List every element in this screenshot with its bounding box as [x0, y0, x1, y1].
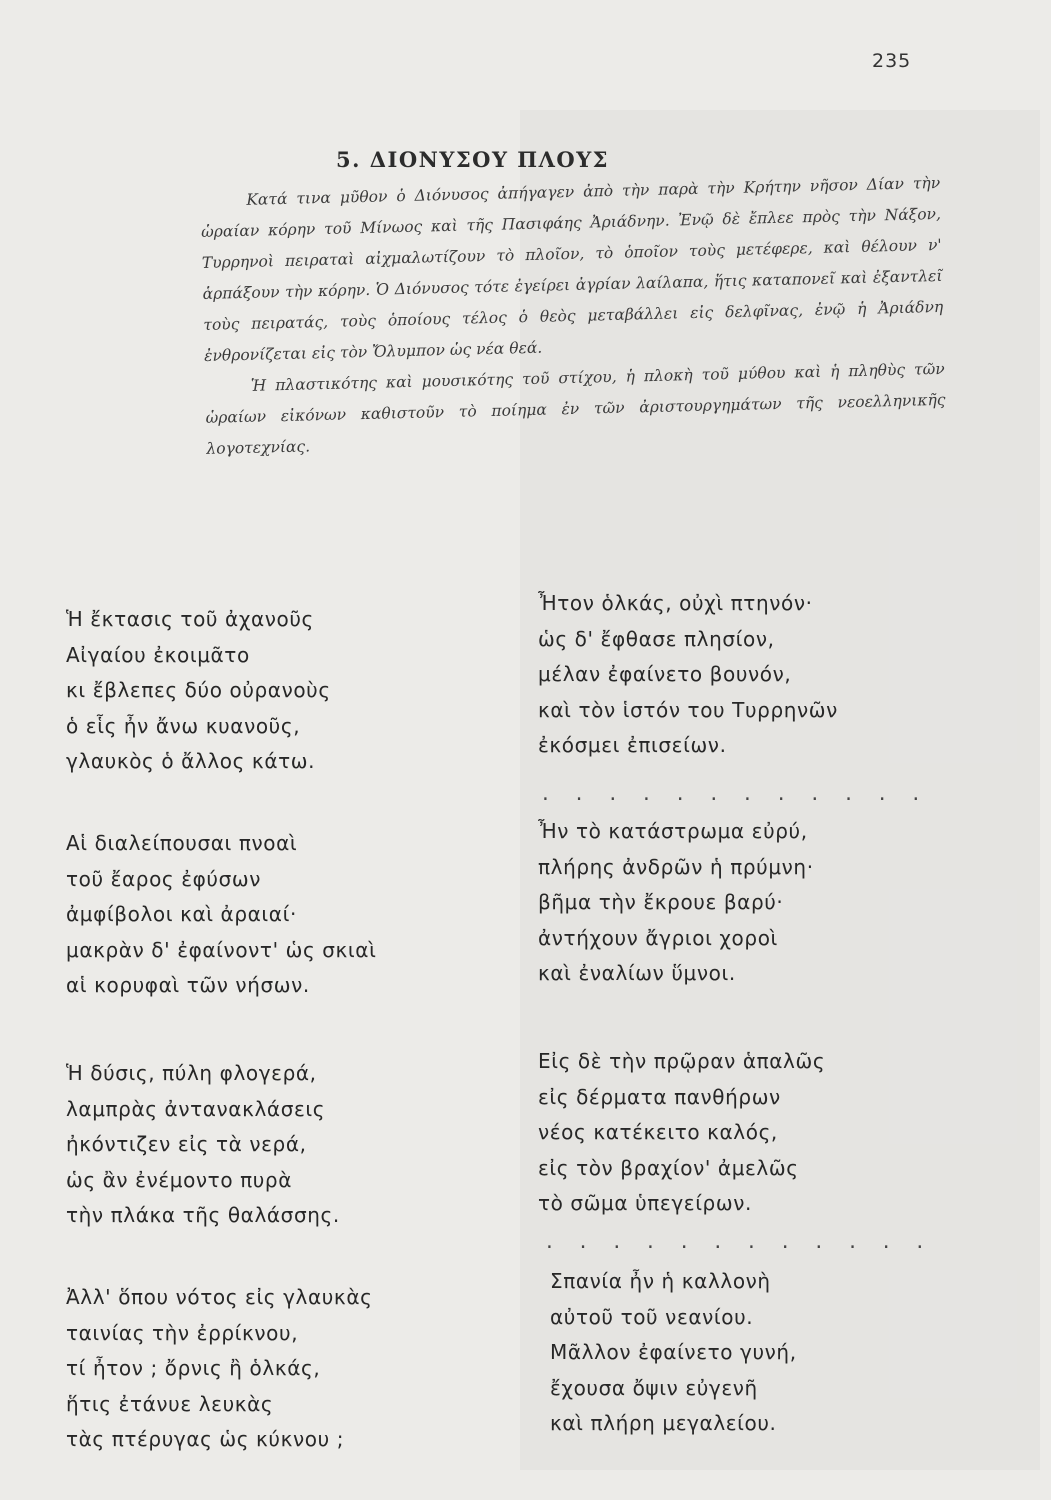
right-stanza-2 [538, 814, 814, 992]
verse-line: ἥτις ἐτάνυε λευκὰς [66, 1391, 274, 1416]
intro-paragraph-2: Ἡ πλαστικότης καὶ μουσικότης τοῦ στίχου, ἡ πλοκὴ τοῦ μύθου καὶ ἡ πληθὺς τῶν ὡραίων εἰκόνων καθιστοῦν τὸ ποίημα ἐν τῶν ἀριστουργημάτων τῆς νεοελληνικῆς λογοτεχνίας. [205, 359, 946, 458]
verse-line: ὁ εἷς ἦν ἄνω κυανοῦς, [66, 713, 301, 738]
verse-line: Ἡ δύσις, πύλη φλογερά, [66, 1061, 317, 1085]
right-stanza-1 [538, 586, 838, 764]
verse-line: καὶ ἐναλίων ὕμνοι. [538, 961, 736, 985]
verse-line: αἱ κορυφαὶ τῶν νήσων. [66, 973, 310, 997]
verse-line: κι ἔβλεπες δύο οὐρανοὺς [66, 678, 331, 702]
verse-line: τί ἦτον ; ὄρνις ἢ ὁλκάς, [66, 1356, 321, 1380]
left-stanza-1 [66, 602, 331, 780]
verse-line: νέος κατέκειτο καλός, [538, 1120, 778, 1144]
verse-line: ἔχουσα ὄψιν εὐγενῆ [550, 1375, 758, 1400]
verse-line: τὰς πτέρυγας ὡς κύκνου ; [66, 1427, 345, 1451]
left-stanza-3 [66, 1056, 340, 1234]
intro-paragraph-1: Κατά τινα μῦθον ὁ Διόνυσος ἀπήγαγεν ἀπὸ τὴν παρὰ τὴν Κρήτην νῆσον Δίαν τὴν ὡραίαν κόρην τοῦ Μίνωος καὶ τῆς Πασιφάης Ἀριάδνην. Ἐνῷ δὲ ἔπλεε πρὸς τὴν Νάξον, Τυρρηνοὶ πειραταὶ αἰχμαλωτίζουν τὸ πλοῖον, τὸ ὁποῖον τοὺς μετέφερε, καὶ θέλουν ν' ἁρπάξουν τὴν κόρην. Ὁ Διόνυσος τότε ἐγείρει ἀγρίαν λαίλαπα, ἥτις καταπονεῖ καὶ ἐξαντλεῖ τοὺς πειρατάς, τοὺς ὁποίους τέλος ὁ θεὸς μεταβάλλει εἰς δελφῖνας, ἐνῷ ἡ Ἀριάδνη ἐνθρονίζεται εἰς τὸν Ὄλυμπον ὡς νέα θεά. [200, 173, 944, 365]
verse-line: καὶ πλήρη μεγαλείου. [550, 1411, 777, 1435]
verse-line: Σπανία ἦν ἡ καλλονὴ [550, 1269, 771, 1293]
verse-line: Ἡ ἔκτασις τοῦ ἀχανοῦς [66, 607, 314, 631]
verse-line: ὡς ἂν ἐνέμοντο πυρὰ [66, 1167, 293, 1192]
intro-text [200, 168, 947, 465]
right-stanza-3 [538, 1044, 825, 1222]
verse-line: εἰς δέρματα πανθήρων [538, 1084, 781, 1109]
verse-line: ἀντήχουν ἄγριοι χοροὶ [538, 925, 778, 950]
right-stanza-4 [550, 1264, 797, 1442]
verse-line: Εἰς δὲ τὴν πρῷραν ἁπαλῶς [538, 1049, 826, 1073]
ellipsis-row-2: . . . . . . . . . . . . [544, 1232, 932, 1253]
verse-line: τὸ σῶμα ὑπεγείρων. [538, 1191, 752, 1215]
verse-line: ἀμφίβολοι καὶ ἀραιαί· [66, 902, 297, 926]
verse-line: μακρὰν δ' ἐφαίνοντ' ὡς σκιαὶ [66, 937, 377, 962]
left-stanza-4 [66, 1280, 372, 1458]
verse-line: ἠκόντιζεν εἰς τὰ νερά, [66, 1132, 307, 1156]
verse-line: λαμπρὰς ἀντανακλάσεις [66, 1096, 326, 1121]
verse-line: εἰς τὸν βραχίον' ἀμελῶς [538, 1155, 799, 1180]
verse-line: αὐτοῦ τοῦ νεανίου. [550, 1304, 754, 1329]
verse-line: Μᾶλλον ἐφαίνετο γυνή, [550, 1340, 797, 1364]
verse-line: γλαυκὸς ὁ ἄλλος κάτω. [66, 749, 316, 773]
verse-line: τοῦ ἔαρος ἐφύσων [66, 866, 262, 891]
verse-line: Ἦν τὸ κατάστρωμα εὐρύ, [538, 819, 808, 843]
left-stanza-2 [66, 826, 376, 1004]
page-number: 235 [872, 50, 912, 72]
verse-line: τὴν πλάκα τῆς θαλάσσης. [66, 1203, 340, 1227]
verse-line: Αἰγαίου ἐκοιμᾶτο [66, 642, 250, 667]
ellipsis-row-1: . . . . . . . . . . . . [540, 784, 928, 805]
verse-line: βῆμα τὴν ἔκρουε βαρύ· [538, 890, 784, 914]
poem-title: 5. ΔΙΟΝΥΣΟΥ ΠΛΟΥΣ [336, 147, 610, 172]
verse-line: μέλαν ἐφαίνετο βουνόν, [538, 662, 792, 686]
verse-line: Ἦτον ὁλκάς, οὐχὶ πτηνόν· [538, 591, 813, 615]
verse-line: ἐκόσμει ἐπισείων. [538, 733, 727, 757]
verse-line: ταινίας τὴν ἐρρίκνου, [66, 1320, 299, 1345]
verse-line: ὡς δ' ἔφθασε πλησίον, [538, 626, 775, 651]
verse-line: Ἀλλ' ὅπου νότος εἰς γλαυκὰς [66, 1285, 373, 1309]
verse-line: Αἱ διαλείπουσαι πνοαὶ [66, 831, 298, 855]
verse-line: πλήρης ἀνδρῶν ἡ πρύμνη· [538, 854, 814, 879]
verse-line: καὶ τὸν ἱστόν του Τυρρηνῶν [538, 697, 838, 722]
